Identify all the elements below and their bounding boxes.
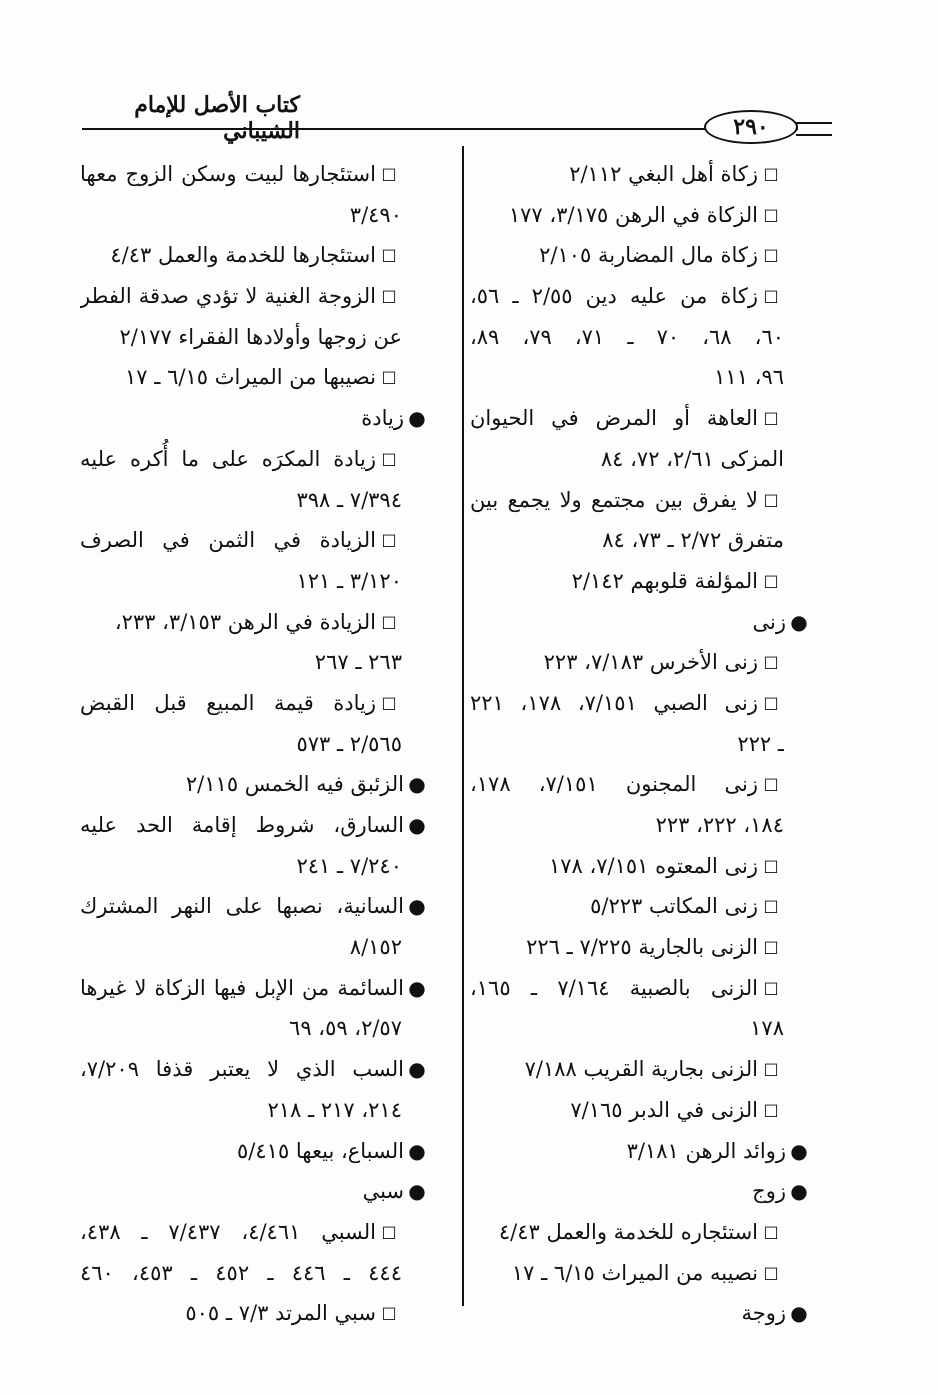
entry-text: استئجاره للخدمة والعمل ٤/٤٣	[498, 1219, 758, 1244]
entry-text: ٣/١٢٠ ـ ١٢١	[296, 568, 402, 593]
entry-text: زنى	[752, 609, 786, 634]
index-sub-entry	[80, 602, 430, 643]
index-column-left	[80, 154, 430, 1334]
entry-text: المؤلفة قلوبهم ٢/١٤٢	[571, 568, 758, 593]
entry-text: الزنى في الدبر ٧/١٦٥	[570, 1097, 758, 1122]
entry-text: الزنى بجارية القريب ٧/١٨٨	[524, 1057, 758, 1082]
index-continuation-line	[80, 195, 430, 236]
page-header	[0, 0, 938, 150]
index-sub-entry	[470, 561, 812, 602]
bullet-dot-icon: ●	[408, 1057, 426, 1082]
entry-text: ٢/٥٧، ٥٩، ٦٩	[289, 1016, 402, 1041]
index-main-entry	[80, 1049, 430, 1090]
index-sub-entry	[80, 235, 430, 276]
entry-text: ٦٠، ٦٨، ٧٠ ـ ٧١، ٧٩، ٨٩،	[470, 324, 784, 349]
entry-text: ٢١٤، ٢١٧ ـ ٢١٨	[267, 1097, 402, 1122]
square-bullet-icon: □	[381, 367, 397, 387]
entry-text: ١٨٤، ٢٢٢، ٢٢٣	[655, 813, 784, 837]
index-sub-entry	[470, 1090, 812, 1131]
index-continuation-line	[80, 724, 430, 765]
page-number: ٢٩٠	[733, 114, 769, 140]
index-continuation-line	[80, 1008, 430, 1049]
index-sub-entry	[470, 886, 812, 927]
index-continuation-line	[470, 357, 812, 398]
entry-text: زنى المكاتب ٥/٢٢٣	[590, 894, 758, 919]
entry-text: ـ ٢٢٢	[737, 731, 784, 756]
entry-text: السباع، بيعها ٥/٤١٥	[237, 1138, 404, 1163]
entry-text: زكاة من عليه دين ٢/٥٥ ـ ٥٦،	[470, 284, 758, 309]
bullet-dot-icon: ●	[790, 1179, 808, 1204]
entry-text: السارق، شروط إقامة الحد عليه	[80, 813, 404, 837]
square-bullet-icon: □	[763, 652, 779, 672]
index-sub-entry	[470, 927, 812, 968]
index-sub-entry	[470, 154, 812, 195]
entry-text: السب الذي لا يعتبر قذفا ٧/٢٠٩،	[80, 1057, 404, 1082]
entry-text: الزئبق فيه الخمس ٢/١١٥	[185, 772, 404, 797]
entry-text: الزكاة في الرهن ٣/١٧٥، ١٧٧	[508, 202, 758, 227]
index-main-entry	[80, 398, 430, 439]
index-sub-entry	[470, 764, 812, 805]
square-bullet-icon: □	[763, 937, 779, 957]
entry-text: العاهة أو المرض في الحيوان	[470, 406, 758, 431]
index-sub-entry	[80, 439, 430, 480]
entry-text: عن زوجها وأولادها الفقراء ٢/١٧٧	[119, 324, 402, 349]
index-sub-entry	[470, 683, 812, 724]
index-sub-entry	[80, 1293, 430, 1334]
square-bullet-icon: □	[763, 1221, 779, 1241]
index-sub-entry	[80, 154, 430, 195]
square-bullet-icon: □	[381, 1221, 397, 1241]
index-continuation-line	[80, 642, 430, 683]
bullet-dot-icon: ●	[408, 1179, 426, 1204]
entry-text: زكاة أهل البغي ٢/١١٢	[569, 162, 758, 186]
header-double-rule	[796, 122, 832, 136]
index-sub-entry	[80, 1212, 430, 1253]
square-bullet-icon: □	[763, 774, 779, 794]
square-bullet-icon: □	[763, 245, 779, 265]
index-continuation-line	[80, 1253, 430, 1294]
index-main-entry	[470, 602, 812, 643]
entry-text: السبي ٤/٤٦١، ٧/٤٣٧ ـ ٤٣٨،	[80, 1219, 376, 1244]
square-bullet-icon: □	[381, 692, 397, 712]
index-main-entry	[80, 1131, 430, 1172]
entry-text: زكاة مال المضاربة ٢/١٠٥	[539, 243, 758, 268]
entry-text: الزيادة في الثمن في الصرف	[80, 528, 376, 553]
page-number-badge	[704, 110, 800, 144]
square-bullet-icon: □	[763, 286, 779, 306]
index-sub-entry	[470, 276, 812, 317]
entry-text: زنى الأخرس ٧/١٨٣، ٢٢٣	[543, 650, 758, 675]
square-bullet-icon: □	[763, 204, 779, 224]
index-continuation-line	[470, 1008, 812, 1049]
square-bullet-icon: □	[763, 570, 779, 590]
bullet-dot-icon: ●	[408, 894, 426, 919]
index-continuation-line	[470, 724, 812, 765]
entry-text: ٢٦٣ ـ ٢٦٧	[314, 650, 402, 675]
index-continuation-line	[80, 561, 430, 602]
entry-text: ٧/٣٩٤ ـ ٣٩٨	[296, 487, 402, 512]
square-bullet-icon: □	[763, 1262, 779, 1282]
index-main-entry	[470, 1293, 812, 1334]
index-continuation-line	[470, 520, 812, 561]
entry-text: زيادة المكرَه على ما أُكره عليه	[80, 446, 376, 471]
entry-text: الزوجة الغنية لا تؤدي صدقة الفطر	[80, 284, 376, 309]
bullet-dot-icon: ●	[408, 406, 426, 431]
index-continuation-line	[470, 805, 812, 846]
index-sub-entry	[470, 480, 812, 521]
column-divider	[462, 146, 464, 1306]
index-sub-entry	[470, 846, 812, 887]
entry-text: ٨/١٥٢	[349, 935, 402, 960]
bullet-dot-icon: ●	[408, 772, 426, 797]
index-continuation-line	[80, 927, 430, 968]
entry-text: ٤٤٤ ـ ٤٤٦ ـ ٤٥٢ ـ ٤٥٣، ٤٦٠	[80, 1260, 402, 1285]
bullet-dot-icon: ●	[790, 609, 808, 634]
bullet-dot-icon: ●	[790, 1301, 808, 1326]
square-bullet-icon: □	[763, 1099, 779, 1119]
square-bullet-icon: □	[763, 977, 779, 997]
entry-text: سبي المرتد ٧/٣ ـ ٥٠٥	[185, 1301, 376, 1326]
entry-text: زوائد الرهن ٣/١٨١	[626, 1138, 786, 1163]
index-main-entry	[80, 968, 430, 1009]
index-continuation-line	[470, 317, 812, 358]
square-bullet-icon: □	[381, 164, 397, 183]
entry-text: الزنى بالجارية ٧/٢٢٥ ـ ٢٢٦	[526, 935, 758, 960]
index-sub-entry	[470, 642, 812, 683]
index-column-right	[470, 154, 812, 1334]
index-sub-entry	[470, 195, 812, 236]
entry-text: نصيبه من الميراث ٦/١٥ ـ ١٧	[511, 1260, 758, 1285]
entry-text: زيادة	[361, 406, 404, 431]
index-sub-entry	[80, 276, 430, 317]
index-sub-entry	[470, 235, 812, 276]
book-title: كتاب الأصل للإمام الشيباني	[134, 92, 300, 144]
entry-text: نصيبها من الميراث ٦/١٥ ـ ١٧	[125, 365, 376, 390]
entry-text: زنى المجنون ٧/١٥١، ١٧٨،	[470, 772, 758, 797]
entry-text: ٧/٢٤٠ ـ ٢٤١	[296, 853, 402, 878]
bullet-dot-icon: ●	[790, 1138, 808, 1163]
entry-text: الزنى بالصبية ٧/١٦٤ ـ ١٦٥،	[470, 975, 758, 1000]
square-bullet-icon: □	[763, 692, 779, 712]
entry-text: الزيادة في الرهن ٣/١٥٣، ٢٣٣،	[114, 609, 376, 634]
index-main-entry	[470, 1131, 812, 1172]
entry-text: زنى الصبي ٧/١٥١، ١٧٨، ٢٢١	[470, 690, 758, 715]
entry-text: متفرق ٢/٧٢ ـ ٧٣، ٨٤	[602, 528, 784, 553]
bullet-dot-icon: ●	[408, 975, 426, 1000]
index-sub-entry	[470, 1049, 812, 1090]
square-bullet-icon: □	[381, 286, 397, 306]
index-sub-entry	[470, 968, 812, 1009]
index-main-entry	[80, 805, 430, 846]
entry-text: السانية، نصبها على النهر المشترك	[80, 894, 404, 919]
entry-text: السائمة من الإبل فيها الزكاة لا غيرها	[80, 975, 404, 1000]
entry-text: ٣/٤٩٠	[349, 202, 402, 227]
square-bullet-icon: □	[763, 855, 779, 875]
entry-text: ٢/٥٦٥ ـ ٥٧٣	[296, 731, 402, 756]
header-rule	[82, 128, 798, 130]
index-main-entry	[470, 1171, 812, 1212]
index-continuation-line	[80, 846, 430, 887]
index-sub-entry	[80, 683, 430, 724]
index-sub-entry	[80, 520, 430, 561]
entry-text: استئجارها للخدمة والعمل ٤/٤٣	[110, 243, 376, 268]
square-bullet-icon: □	[763, 1059, 779, 1079]
index-sub-entry	[470, 398, 812, 439]
entry-text: المزكى ٢/٦١، ٧٢، ٨٤	[600, 446, 784, 471]
index-continuation-line	[80, 317, 430, 358]
entry-text: زيادة قيمة المبيع قبل القبض	[80, 690, 376, 715]
entry-text: لا يفرق بين مجتمع ولا يجمع بين	[470, 487, 758, 512]
bullet-dot-icon: ●	[408, 1138, 426, 1163]
entry-text: زوجة	[741, 1301, 786, 1326]
bullet-dot-icon: ●	[408, 813, 426, 837]
index-sub-entry	[470, 1253, 812, 1294]
entry-text: استئجارها لبيت وسكن الزوج معها	[80, 162, 376, 186]
square-bullet-icon: □	[763, 489, 779, 509]
square-bullet-icon: □	[763, 896, 779, 916]
index-continuation-line	[80, 480, 430, 521]
index-sub-entry	[470, 1212, 812, 1253]
entry-text: ١٧٨	[750, 1016, 784, 1041]
square-bullet-icon: □	[381, 611, 397, 631]
square-bullet-icon: □	[381, 530, 397, 550]
square-bullet-icon: □	[763, 164, 779, 183]
entry-text: زنى المعتوه ٧/١٥١، ١٧٨	[548, 853, 758, 878]
square-bullet-icon: □	[381, 245, 397, 265]
index-sub-entry	[80, 357, 430, 398]
entry-text: زوج	[752, 1179, 786, 1204]
square-bullet-icon: □	[381, 1303, 397, 1323]
square-bullet-icon: □	[381, 448, 397, 468]
index-continuation-line	[470, 439, 812, 480]
entry-text: ٩٦، ١١١	[714, 365, 784, 390]
index-main-entry	[80, 1171, 430, 1212]
index-main-entry	[80, 886, 430, 927]
square-bullet-icon: □	[763, 408, 779, 428]
index-continuation-line	[80, 1090, 430, 1131]
entry-text: سبي	[362, 1179, 404, 1204]
index-main-entry	[80, 764, 430, 805]
